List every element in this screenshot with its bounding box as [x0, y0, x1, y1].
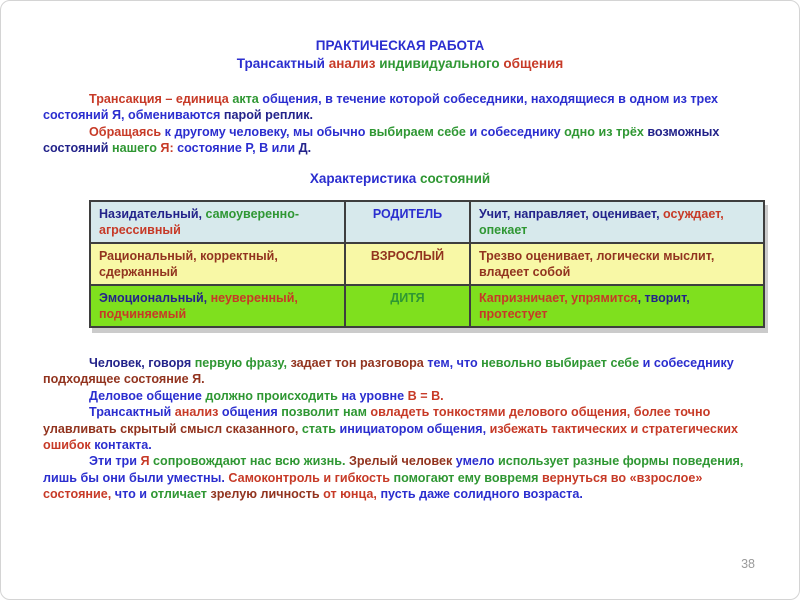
- text-segment: состояние Р, В или: [177, 141, 299, 156]
- text-segment: задает тон разговора: [290, 356, 428, 370]
- text-segment: Трансакция – единица: [89, 92, 233, 106]
- text-segment: от юнца,: [323, 487, 381, 502]
- text-segment: анализ: [174, 405, 222, 420]
- paragraph-transaction-definition: [43, 91, 765, 124]
- text-segment: неуверенный, подчиняемый: [99, 291, 298, 321]
- text-segment: состояний: [419, 171, 491, 186]
- text-segment: должно происходить: [205, 388, 342, 403]
- text-segment: инициатором общения,: [339, 421, 490, 436]
- text-segment: Трансактный: [236, 56, 329, 71]
- text-segment: общения: [221, 405, 282, 420]
- text-segment: ДИТЯ: [390, 291, 425, 305]
- text-segment: возможных состояний: [43, 124, 720, 156]
- text-segment: использует разные формы поведения,: [497, 454, 744, 469]
- text-segment: Трезво оценивает, логически мыслит, владеет собой: [479, 249, 715, 279]
- text-segment: и собеседнику: [642, 356, 734, 370]
- text-segment: позволит нам: [281, 405, 371, 420]
- cell-adult-traits: [90, 243, 345, 285]
- text-segment: умело: [455, 454, 498, 469]
- text-segment: подходящее состояние Я.: [43, 372, 205, 387]
- text-segment: стать: [301, 421, 340, 436]
- text-segment: что и: [114, 487, 151, 502]
- text-segment: Эмоциональный,: [99, 291, 211, 305]
- text-segment: отличает: [150, 487, 211, 502]
- text-segment: Деловое общение: [89, 388, 206, 403]
- text-segment: Назидательный,: [99, 207, 206, 221]
- cell-child-traits: [90, 285, 345, 327]
- table-heading: [1, 171, 799, 186]
- text-segment: Самоконтроль и гибкость: [228, 470, 394, 485]
- cell-child-state: [345, 285, 470, 327]
- text-segment: Зрелый человек: [348, 454, 456, 469]
- table-row-child: [90, 285, 764, 327]
- text-segment: помогают ему вовремя: [393, 470, 542, 485]
- text-segment: Учит, направляет, оценивает,: [479, 207, 664, 221]
- intro-text: [43, 91, 765, 157]
- text-segment: ВЗРОСЛЫЙ: [370, 249, 445, 263]
- cell-child-behavior: [470, 285, 764, 327]
- text-segment: агрессивный: [99, 223, 181, 237]
- text-segment: Трансактный: [89, 405, 175, 420]
- text-segment: к другому человеку, мы обычно: [164, 124, 369, 139]
- slide-title: [1, 37, 799, 73]
- text-segment: зрелую личность: [210, 487, 324, 502]
- text-segment: улавливать скрытый смысл сказанного,: [43, 421, 302, 436]
- text-segment: В = В.: [407, 388, 444, 403]
- text-segment: , творит,: [637, 291, 690, 305]
- states-table: [89, 200, 765, 328]
- cell-parent-state: [345, 201, 470, 243]
- cell-adult-behavior: [470, 243, 764, 285]
- page-number: 38: [741, 557, 755, 571]
- text-segment: контакта.: [94, 438, 152, 453]
- text-segment: самоуверенно-: [205, 207, 300, 221]
- title-line-2: [1, 55, 799, 73]
- cell-parent-behavior: [470, 201, 764, 243]
- text-segment: РОДИТЕЛЬ: [372, 207, 443, 221]
- text-segment: невольно выбирает себе: [481, 356, 643, 370]
- text-segment: тем, что: [427, 356, 482, 370]
- text-segment: вернуться во «взрослое» состояние,: [43, 470, 703, 502]
- text-segment: Я: [140, 454, 154, 469]
- cell-adult-state: [345, 243, 470, 285]
- text-segment: пусть даже солидного возраста.: [380, 487, 583, 502]
- text-segment: анализ: [328, 56, 380, 71]
- text-segment: Капризничает, упрямится: [479, 291, 638, 305]
- text-segment: Эти три: [89, 454, 141, 469]
- text-segment: Д.: [298, 141, 312, 156]
- text-segment: одно из трёх: [564, 124, 648, 139]
- text-segment: общения, в течение которой собеседники, находящиеся в одном из трех состояний Я, обмениваются: [43, 92, 719, 123]
- text-segment: избежать тактических и стратегических ошибок: [43, 421, 738, 453]
- text-segment: протестует: [479, 307, 548, 321]
- text-segment: овладеть тонкостями делового общения, более точно: [370, 405, 711, 420]
- table-row-parent: [90, 201, 764, 243]
- text-segment: опекает: [479, 223, 528, 237]
- title-line-1: ПРАКТИЧЕСКАЯ РАБОТА: [315, 38, 485, 53]
- text-segment: акта: [232, 92, 263, 106]
- text-segment: парой реплик.: [223, 108, 313, 123]
- text-segment: первую фразу,: [194, 356, 291, 370]
- outro-text: [43, 355, 765, 503]
- cell-parent-traits: [90, 201, 345, 243]
- paragraph-business-level: [43, 388, 765, 404]
- text-segment: Я:: [160, 141, 178, 156]
- text-segment: Человек, говоря: [89, 356, 195, 370]
- text-segment: сопровождают нас всю жизнь.: [153, 454, 349, 469]
- text-segment: Рациональный, корректный, сдержанный: [99, 249, 278, 279]
- text-segment: осуждает,: [663, 207, 724, 221]
- paragraph-analysis-benefits: [43, 404, 765, 453]
- text-segment: общения: [503, 56, 564, 71]
- text-segment: Характеристика: [309, 171, 420, 186]
- text-segment: на уровне: [341, 388, 408, 403]
- paragraph-first-phrase: [43, 355, 765, 388]
- table-row-adult: [90, 243, 764, 285]
- text-segment: Обращаясь: [89, 124, 165, 139]
- text-segment: нашего: [112, 141, 161, 156]
- text-segment: и собеседнику: [469, 124, 565, 139]
- text-segment: индивидуального: [379, 56, 504, 71]
- text-segment: лишь бы они были уместны.: [43, 470, 229, 485]
- paragraph-addressing-person: [43, 124, 765, 157]
- text-segment: выбираем себе: [368, 124, 470, 139]
- paragraph-three-selves: [43, 453, 765, 502]
